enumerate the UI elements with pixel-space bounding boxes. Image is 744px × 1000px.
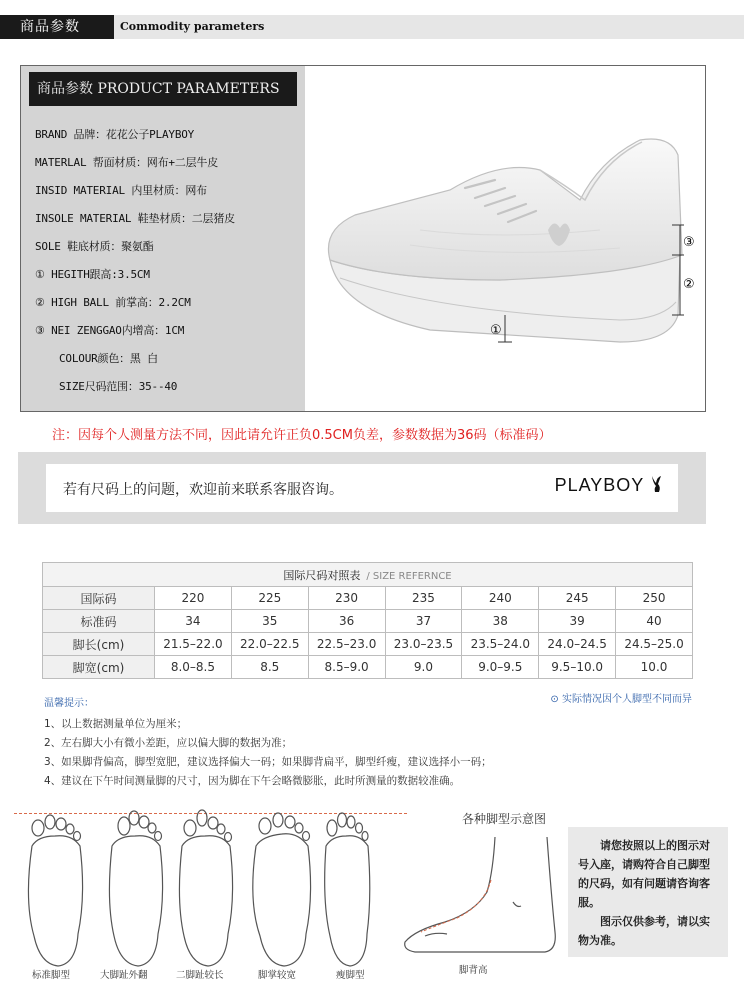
table-cell: 38 <box>462 610 539 633</box>
param-forefoot-height: ② HIGH BALL 前掌高：2.2CM <box>35 296 191 309</box>
foot-types-title: 各种脚型示意图 <box>462 812 547 826</box>
table-cell: 225 <box>231 587 308 610</box>
row-label: 标准码 <box>43 610 155 633</box>
table-cell: 23.5–24.0 <box>462 633 539 656</box>
section-header <box>0 15 744 39</box>
service-message: 若有尺码上的问题，欢迎前来联系客服咨询。 <box>63 482 343 498</box>
table-cell: 35 <box>231 610 308 633</box>
tip-item: 3、如果脚背偏高，脚型宽肥，建议选择偏大一码；如果脚背扁平，脚型纤瘦，建议选择小一码； <box>44 756 492 768</box>
table-cell: 23.0–23.5 <box>385 633 462 656</box>
table-cell: 245 <box>539 587 616 610</box>
table-cell: 235 <box>385 587 462 610</box>
advice-text: 图示仅供参考，请以实物为准。 <box>578 915 710 947</box>
table-cell: 24.0–24.5 <box>539 633 616 656</box>
shoe-image <box>300 80 700 360</box>
tips-title: 温馨提示： <box>44 698 94 709</box>
table-cell: 240 <box>462 587 539 610</box>
table-cell: 36 <box>308 610 385 633</box>
tips-right-text: 实际情况因个人脚型不同而异 <box>562 694 692 705</box>
parameters-title: 商品参数 PRODUCT PARAMETERS <box>29 72 297 106</box>
foot-type-label: 二脚趾较长 <box>176 970 224 981</box>
param-brand: BRAND 品牌：花花公子PLAYBOY <box>35 128 195 141</box>
advice-box <box>568 827 728 957</box>
param-colour: COLOUR颜色：黑 白 <box>59 352 158 365</box>
param-upper-material: MATERLAL 帮面材质：网布+二层牛皮 <box>35 156 219 169</box>
section-header-cn: 商品参数 <box>0 15 114 39</box>
table-cell: 9.0–9.5 <box>462 656 539 679</box>
parameters-list-bg <box>21 66 305 411</box>
tip-item: 4、建议在下午时间测量脚的尺寸，因为脚在下午会略微膨胀，此时所测量的数据较准确。 <box>44 775 461 787</box>
marker-2: ② <box>683 277 695 292</box>
size-table-title: 国际尺码对照表 <box>283 568 361 582</box>
table-cell: 230 <box>308 587 385 610</box>
table-cell: 34 <box>155 610 232 633</box>
bunny-icon <box>650 475 664 493</box>
param-inner-height: ③ NEI ZENGGAO内增高：1CM <box>35 324 185 337</box>
table-cell: 22.5–23.0 <box>308 633 385 656</box>
table-cell: 22.0–22.5 <box>231 633 308 656</box>
foot-type-label: 脚掌较宽 <box>258 970 297 981</box>
table-cell: 24.5–25.0 <box>616 633 693 656</box>
play-circle-icon: ⊙ <box>550 694 559 705</box>
param-insole-material: INSOLE MATERIAL 鞋垫材质：二层猪皮 <box>35 212 235 225</box>
service-banner <box>18 452 706 524</box>
param-size-range: SIZE尺码范围：35--40 <box>59 380 178 393</box>
instep-label: 脚背高 <box>459 965 488 976</box>
marker-1: ① <box>490 323 502 338</box>
row-label: 脚宽(cm) <box>43 656 155 679</box>
foot-type-label: 大脚趾外翻 <box>100 970 148 981</box>
section-header-en: Commodity parameters <box>120 20 265 33</box>
tip-item: 1、以上数据测量单位为厘米； <box>44 718 188 730</box>
tip-item: 2、左右脚大小有微小差距，应以偏大脚的数据为准； <box>44 737 293 749</box>
service-banner-inner <box>46 464 678 512</box>
param-heel-height: ① HEGITH跟高:3.5CM <box>35 268 150 281</box>
table-row <box>43 656 693 679</box>
size-table-subtitle: / SIZE REFERNCE <box>366 570 452 582</box>
advice-text: 请您按照以上的图示对号入座，请购符合自己脚型的尺码，如有问题请咨询客服。 <box>578 839 710 909</box>
size-table-title-cell <box>43 563 693 587</box>
foot-outlines-illustration <box>10 806 410 976</box>
table-cell: 220 <box>155 587 232 610</box>
table-cell: 9.0 <box>385 656 462 679</box>
foot-type-label: 标准脚型 <box>32 970 71 981</box>
table-cell: 8.5–9.0 <box>308 656 385 679</box>
row-label: 脚长(cm) <box>43 633 155 656</box>
playboy-logo <box>555 475 664 496</box>
instep-height-illustration <box>395 832 565 962</box>
table-row <box>43 633 693 656</box>
table-cell: 8.0–8.5 <box>155 656 232 679</box>
row-label: 国际码 <box>43 587 155 610</box>
table-row <box>43 610 693 633</box>
param-lining-material: INSID MATERIAL 内里材质：网布 <box>35 184 207 197</box>
table-row <box>43 587 693 610</box>
table-cell: 39 <box>539 610 616 633</box>
table-cell: 21.5–22.0 <box>155 633 232 656</box>
foot-type-label: 瘦脚型 <box>336 970 365 981</box>
tips-right-note <box>550 690 692 705</box>
table-cell: 37 <box>385 610 462 633</box>
playboy-logo-text: PLAYBOY <box>554 475 644 495</box>
measurement-note: 注：因每个人测量方法不同，因此请允许正负0.5CM负差，参数数据为36码（标准码） <box>52 428 552 443</box>
table-cell: 10.0 <box>616 656 693 679</box>
table-cell: 40 <box>616 610 693 633</box>
table-cell: 250 <box>616 587 693 610</box>
size-reference-table <box>42 562 693 679</box>
table-cell: 9.5–10.0 <box>539 656 616 679</box>
param-sole-material: SOLE 鞋底材质：聚氨酯 <box>35 240 154 253</box>
table-cell: 8.5 <box>231 656 308 679</box>
marker-3: ③ <box>683 235 695 250</box>
